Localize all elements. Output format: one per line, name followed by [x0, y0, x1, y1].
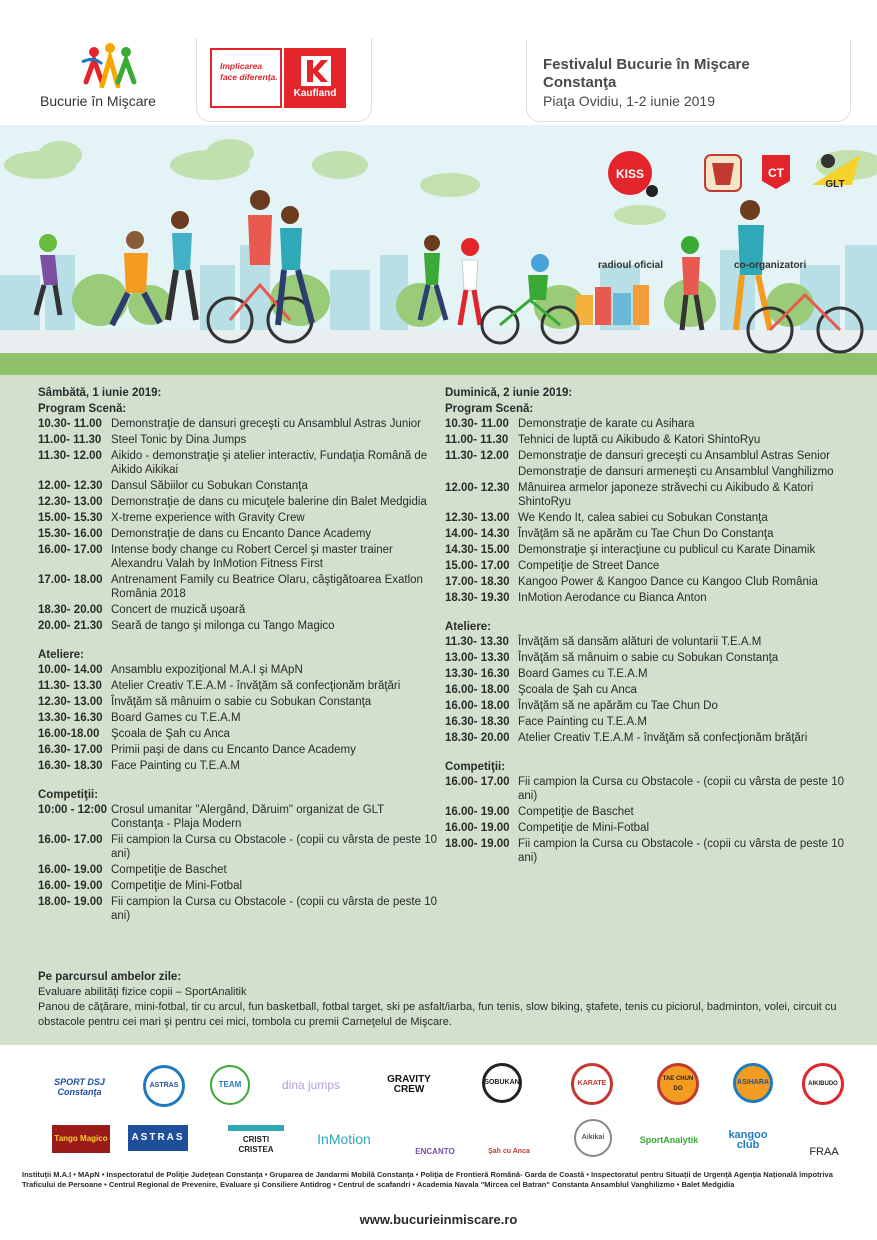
svg-text:KISS: KISS — [615, 167, 645, 181]
schedule-description: Competiţie de Baschet — [518, 806, 634, 818]
schedule-description: Demonstraţie de dans cu Encanto Dance Academy — [111, 528, 372, 540]
schedule-description: Intense body change cu Robert Cercel şi master trainer Alexandru Valah by InMotion Fitness First — [111, 544, 393, 570]
sunday-column — [445, 385, 855, 867]
section-title: Program Scenă: — [445, 403, 534, 415]
schedule-row — [38, 743, 438, 757]
schedule-row — [38, 833, 438, 861]
schedule-list — [38, 663, 438, 773]
schedule-list — [445, 775, 855, 865]
section-title: Ateliere: — [445, 621, 492, 633]
schedule-description: Demonstraţie de dans cu micuţele balerine din Balet Medgidia — [111, 496, 427, 508]
radio-label: radioul oficial — [598, 260, 664, 271]
partner-logo: Tango Magico — [52, 1125, 110, 1153]
schedule-time: 18.30- 19.30 — [445, 592, 510, 604]
dancing-figures-icon — [80, 42, 140, 88]
schedule-row — [38, 863, 438, 877]
schedule-row — [445, 635, 855, 649]
schedule-time: 12.00- 12.30 — [445, 482, 510, 494]
schedule-time: 12.30- 13.00 — [38, 696, 103, 708]
schedule-row — [38, 759, 438, 773]
header — [0, 0, 877, 125]
schedule-description: Demonstraţie de dansuri greceşti cu Ansamblul Astras Junior — [111, 418, 422, 430]
schedule-row — [38, 603, 438, 617]
schedule-row — [445, 837, 855, 865]
schedule-row — [445, 433, 855, 447]
schedule-description: Competiţie de Mini-Fotbal — [518, 822, 650, 834]
schedule-description: Board Games cu T.E.A.M — [518, 668, 648, 680]
schedule-row — [38, 449, 438, 477]
schedule-time: 15.00- 17.00 — [445, 560, 510, 572]
schedule-time: 16.00- 19.00 — [445, 822, 510, 834]
schedule-row — [38, 543, 438, 571]
schedule-time: 10:00 - 12:00 — [38, 804, 108, 816]
day-title: Sâmbătă, 1 iunie 2019: — [38, 387, 162, 399]
sponsor-name: Kaufland — [293, 88, 337, 99]
festival-place-date: Piaţa Ovidiu, 1-2 iunie 2019 — [543, 93, 715, 109]
schedule-description: Fii campion la Cursa cu Obstacole - (copii cu vârsta de peste 10 ani) — [111, 834, 437, 860]
partner-logo: FRAA — [809, 1146, 839, 1158]
schedule-time: 11.00- 11.30 — [38, 434, 102, 446]
institutions-list: Instituţii M.A.I • MApN • Inspectoratul de Poliţie Judeţean Constanţa • Gruparea de Jandarmi Mobilă Constanţa • Poliţia de Frontieră Română- Garda de Coastă • Inspectoratul pentru Situaţii de Urgenţă Agenţia Naţională împotriva Traficului de Persoane • Centrul Regional de Prevenire, Evaluare şi Consiliere Antidrog • Centrul de scafandri • Academia Navala "Mircea cel Batran" Constanta Ansamblul Vanghilizmo • Balet Medgidia — [22, 1170, 833, 1189]
coorganizers-label: co-organizatori — [734, 260, 807, 271]
schedule-description: Seară de tango şi milonga cu Tango Magico — [111, 620, 335, 632]
schedule-row — [38, 679, 438, 693]
partner-logo: ENCANTO — [415, 1147, 455, 1156]
schedule-description: Demonstraţie şi interacţiune cu publicul cu Karate Dinamik — [518, 544, 816, 556]
partner-logo: GRAVITY CREW — [387, 1074, 431, 1095]
schedule-description: Face Painting cu T.E.A.M — [111, 760, 240, 772]
schedule-description: Atelier Creativ T.E.A.M - învăţăm să confecţionăm brăţări — [111, 680, 401, 692]
schedule-time: 13.30- 16.30 — [38, 712, 103, 724]
kaufland-mark-icon — [301, 56, 331, 86]
day-title: Duminică, 2 iunie 2019: — [445, 387, 573, 399]
partner-logo: SOBUKAN — [482, 1063, 522, 1103]
schedule-description: Crosul umanitar "Alergând, Dăruim" organizat de GLT Constanţa - Plaja Modern — [111, 804, 385, 830]
schedule-row — [38, 479, 438, 493]
schedule-description: Demonstraţie de karate cu Asihara — [518, 418, 695, 430]
partner-logo: TAE CHUN DO — [657, 1063, 699, 1105]
schedule-description: Face Painting cu T.E.A.M — [518, 716, 647, 728]
schedule-time: 17.00- 18.30 — [445, 576, 510, 588]
schedule-list — [445, 417, 855, 605]
section-title: Program Scenă: — [38, 403, 127, 415]
partner-logo: KARATE — [571, 1063, 613, 1105]
schedule-row — [445, 543, 855, 557]
schedule-row — [445, 575, 855, 589]
schedule-row — [445, 715, 855, 729]
festival-city: Constanţa — [543, 74, 617, 91]
schedule-description: Mânuirea armelor japoneze străvechi cu Aikibudo & Katori ShintoRyu — [518, 482, 814, 508]
schedule-time: 12.30- 13.00 — [38, 496, 103, 508]
schedule-description: Competiţie de Mini-Fotbal — [111, 880, 243, 892]
schedule-time: 17.00- 18.00 — [38, 574, 103, 586]
brand-name: Bucurie în Mişcare — [40, 93, 156, 109]
schedule-description: Şcoala de Şah cu Anca — [111, 728, 230, 740]
schedule-description: Ansamblu expoziţional M.A.I şi MApN — [111, 664, 303, 676]
schedule-row — [445, 775, 855, 803]
schedule-time: 12.30- 13.00 — [445, 512, 510, 524]
schedule-description: Demonstraţie de dansuri armeneşti cu Ansamblul Vanghilizmo — [518, 466, 834, 478]
schedule-row — [445, 449, 855, 463]
schedule-row — [38, 573, 438, 601]
schedule-description: Învăţăm să dansăm alături de voluntarii T.E.A.M — [518, 636, 762, 648]
schedule-description: Competiţie de Street Dance — [518, 560, 660, 572]
schedule-list — [38, 417, 438, 633]
schedule-time: 16.00- 19.00 — [38, 864, 103, 876]
schedule-list — [445, 635, 855, 745]
partner-logo: InMotion — [317, 1131, 371, 1147]
partner-logo: SPORT DSJ Constanţa — [54, 1077, 105, 1097]
both-days-line: Evaluare abilităţi fizice copii – SportAnalitik — [38, 986, 247, 998]
schedule-time: 13.30- 16.30 — [445, 668, 510, 680]
schedule-time: 16.00- 19.00 — [38, 880, 103, 892]
schedule-time: 16.00- 19.00 — [445, 806, 510, 818]
schedule-time: 11.00- 11.30 — [445, 434, 509, 446]
sponsor-tagline: Implicarea face diferenţa. — [220, 61, 278, 82]
schedule-row — [38, 511, 438, 525]
partner-logo: dina jumps — [281, 1078, 341, 1092]
partner-logo: ASTRAS — [128, 1125, 188, 1151]
schedule-time: 18.30- 20.00 — [38, 604, 103, 616]
schedule-description: Steel Tonic by Dina Jumps — [111, 434, 247, 446]
schedule-time: 11.30- 13.30 — [38, 680, 102, 692]
schedule-description: Primii paşi de dans cu Encanto Dance Academy — [111, 744, 356, 756]
partner-logo: ASIHARA — [733, 1063, 773, 1103]
schedule-description: Învăţăm să ne apărăm cu Tae Chun Do — [518, 700, 718, 712]
schedule-time: 16.00- 17.00 — [38, 544, 103, 556]
schedule-row — [445, 465, 855, 479]
schedule-row — [38, 527, 438, 541]
festival-title: Festivalul Bucurie în Mişcare — [543, 56, 750, 73]
schedule-row — [445, 699, 855, 713]
schedule-row — [445, 683, 855, 697]
schedule-description: Învăţăm să ne apărăm cu Tae Chun Do Constanţa — [518, 528, 774, 540]
both-days-title: Pe parcursul ambelor zile: — [38, 971, 182, 983]
schedule-row — [445, 731, 855, 745]
banner-illustration — [0, 125, 877, 375]
partner-logo: Aikikai — [574, 1119, 612, 1157]
schedule-description: InMotion Aerodance cu Bianca Anton — [518, 592, 707, 604]
schedule-row — [38, 695, 438, 709]
schedule-description: Învăţăm să mânuim o sabie cu Sobukan Constanţa — [518, 652, 779, 664]
schedule-description: Tehnici de luptă cu Aikibudo & Katori ShintoRyu — [518, 434, 761, 446]
program-section — [0, 375, 877, 1045]
partner-logo: TEAM — [210, 1065, 250, 1105]
schedule-row — [445, 527, 855, 541]
schedule-row — [445, 417, 855, 431]
schedule-description: Fii campion la Cursa cu Obstacole - (copii cu vârsta de peste 10 ani) — [518, 776, 844, 802]
schedule-row — [445, 651, 855, 665]
schedule-time: 16.30- 17.00 — [38, 744, 103, 756]
implicare-logo — [210, 48, 282, 108]
schedule-time: 16.00- 18.00 — [445, 700, 510, 712]
schedule-time: 10.30- 11.00 — [38, 418, 102, 430]
schedule-row — [445, 667, 855, 681]
schedule-row — [38, 727, 438, 741]
schedule-row — [38, 879, 438, 893]
svg-text:GLT: GLT — [825, 179, 845, 190]
schedule-time: 15.00- 15.30 — [38, 512, 103, 524]
schedule-description: Atelier Creativ T.E.A.M - învăţăm să confecţionăm brăţări — [518, 732, 808, 744]
partner-logos — [0, 1045, 877, 1165]
schedule-time: 10.00- 14.00 — [38, 664, 103, 676]
partner-logo: AIKIBUDO — [802, 1063, 844, 1105]
schedule-row — [445, 559, 855, 573]
schedule-time: 16.00-18.00 — [38, 728, 100, 740]
schedule-time: 15.30- 16.00 — [38, 528, 103, 540]
schedule-list — [38, 803, 438, 923]
schedule-row — [38, 711, 438, 725]
schedule-time: 11.30- 13.30 — [445, 636, 509, 648]
schedule-time: 11.30- 12.00 — [38, 450, 102, 462]
bucurie-in-miscare-logo — [34, 40, 194, 115]
schedule-row — [38, 495, 438, 509]
schedule-row — [445, 821, 855, 835]
schedule-time: 11.30- 12.00 — [445, 450, 509, 462]
schedule-description: Fii campion la Cursa cu Obstacole - (copii cu vârsta de peste 10 ani) — [111, 896, 437, 922]
schedule-description: Kangoo Power & Kangoo Dance cu Kangoo Club România — [518, 576, 818, 588]
schedule-time — [445, 465, 518, 479]
schedule-description: Antrenament Family cu Beatrice Olaru, câştigătoarea Exatlon România 2018 — [111, 574, 423, 600]
schedule-description: X-treme experience with Gravity Crew — [111, 512, 305, 524]
schedule-time: 12.00- 12.30 — [38, 480, 103, 492]
schedule-time: 16.30- 18.30 — [38, 760, 103, 772]
schedule-time: 20.00- 21.30 — [38, 620, 103, 632]
schedule-description: Competiţie de Baschet — [111, 864, 227, 876]
schedule-time: 10.30- 11.00 — [445, 418, 509, 430]
schedule-time: 13.00- 13.30 — [445, 652, 510, 664]
park-scene-illustration — [0, 125, 877, 375]
partner-logo: kangoo club — [728, 1129, 768, 1151]
schedule-description: Concert de muzică uşoară — [111, 604, 246, 616]
partner-logo: Şah cu Anca — [488, 1148, 530, 1155]
schedule-description: Aikido - demonstraţie şi atelier interactiv, Fundaţia Română de Aikido Aikikai — [111, 450, 428, 476]
schedule-time: 16.30- 18.30 — [445, 716, 510, 728]
schedule-time: 18.30- 20.00 — [445, 732, 510, 744]
schedule-row — [38, 663, 438, 677]
kaufland-logo — [284, 48, 346, 108]
schedule-description: Board Games cu T.E.A.M — [111, 712, 241, 724]
schedule-row — [445, 805, 855, 819]
schedule-description: Fii campion la Cursa cu Obstacole - (copii cu vârsta de peste 10 ani) — [518, 838, 844, 864]
section-title: Competiţii: — [38, 789, 99, 801]
both-days-activities: Panou de căţărare, mini-fotbal, tir cu arcul, fun basketball, fotbal target, ski pe asfalt/iarba, fun tenis, slow biking, ştafete, tenis cu piciorul, badminton, volei, circuit cu obstacole pentru cei mari şi pentru cei mici, tombola cu premii Carneţelul de Mişcare. — [38, 1001, 837, 1028]
schedule-row — [445, 481, 855, 509]
partner-logo: CRISTI CRISTEA — [228, 1125, 284, 1155]
schedule-row — [445, 591, 855, 605]
schedule-time: 16.00- 17.00 — [38, 834, 103, 846]
schedule-description: Demonstraţie de dansuri greceşti cu Ansamblul Astras Senior — [518, 450, 830, 462]
schedule-row — [38, 895, 438, 923]
schedule-time: 18.00- 19.00 — [445, 838, 510, 850]
partner-logo: SportAnalytik — [639, 1135, 699, 1145]
schedule-row — [38, 433, 438, 447]
section-title: Ateliere: — [38, 649, 85, 661]
partner-logo: ASTRAS — [143, 1065, 185, 1107]
schedule-row — [38, 619, 438, 633]
saturday-column — [38, 385, 438, 925]
schedule-row — [38, 803, 438, 831]
schedule-row — [38, 417, 438, 431]
schedule-description: Învăţăm să mânuim o sabie cu Sobukan Constanţa — [111, 696, 372, 708]
schedule-time: 14.00- 14.30 — [445, 528, 510, 540]
schedule-time: 16.00- 17.00 — [445, 776, 510, 788]
both-days-block — [38, 969, 838, 1030]
schedule-description: Şcoala de Şah cu Anca — [518, 684, 637, 696]
section-title: Competiţii: — [445, 761, 506, 773]
website-link[interactable]: www.bucurieinmiscare.ro — [359, 1212, 518, 1227]
svg-text:CT: CT — [768, 166, 784, 180]
schedule-description: We Kendo It, calea sabiei cu Sobukan Constanţa — [518, 512, 768, 524]
schedule-row — [445, 511, 855, 525]
schedule-time: 16.00- 18.00 — [445, 684, 510, 696]
schedule-description: Dansul Săbiilor cu Sobukan Constanţa — [111, 480, 308, 492]
festival-title-box — [526, 40, 851, 122]
schedule-time: 14.30- 15.00 — [445, 544, 510, 556]
schedule-time: 18.00- 19.00 — [38, 896, 103, 908]
